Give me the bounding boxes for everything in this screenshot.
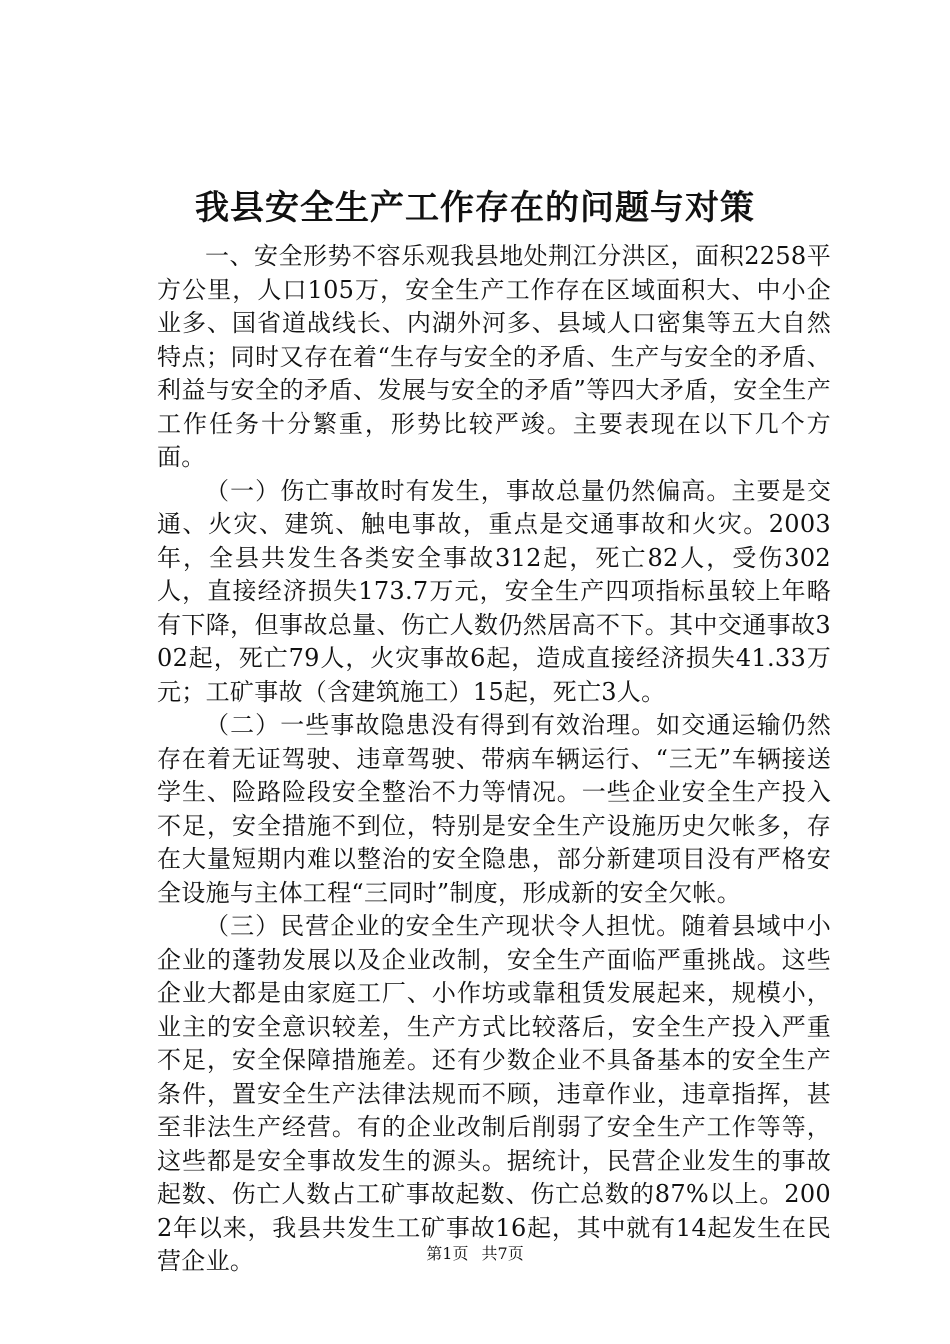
page-footer bbox=[0, 1242, 950, 1266]
document-body bbox=[157, 240, 831, 1279]
paragraph-section-2: （二）一些事故隐患没有得到有效治理。如交通运输仍然存在着无证驾驶、违章驾驶、带病车辆运行、“三无”车辆接送学生、险路险段安全整治不力等情况。一些企业安全生产投入不足，安全措施不到位，特别是安全生产设施历史欠帐多，存在大量短期内难以整治的安全隐患，部分新建项目没有严格安全设施与主体工程“三同时”制度，形成新的安全欠帐。 bbox=[157, 711, 831, 907]
paragraph-section-1: （一）伤亡事故时有发生，事故总量仍然偏高。主要是交通、火灾、建筑、触电事故，重点是交通事故和火灾。2003年，全县共发生各类安全事故312起，死亡82人，受伤302人，直接经济损失173.7万元，安全生产四项指标虽较上年略有下降，但事故总量、伤亡人数仍然居高不下。其中交通事故302起，死亡79人，火灾事故6起，造成直接经济损失41.33万元；工矿事故（含建筑施工）15起，死亡3人。 bbox=[157, 476, 831, 706]
document-title: 我县安全生产工作存在的问题与对策 bbox=[195, 188, 755, 228]
page-number: 第1页 bbox=[426, 1244, 469, 1263]
paragraph-section-3: （三）民营企业的安全生产现状令人担忧。随着县域中小企业的蓬勃发展以及企业改制，安全生产面临严重挑战。这些企业大都是由家庭工厂、小作坊或靠租赁发展起来，规模小，业主的安全意识较差，生产方式比较落后，安全生产投入严重不足，安全保障措施差。还有少数企业不具备基本的安全生产条件，置安全生产法律法规而不顾，违章作业，违章指挥，甚至非法生产经营。有的企业改制后削弱了安全生产工作等等，这些都是安全事故发生的源头。据统计，民营企业发生的事故起数、伤亡人数占工矿事故起数、伤亡总数的87%以上。2002年以来，我县共发生工矿事故16起，其中就有14起发生在民营企业。 bbox=[157, 912, 831, 1275]
paragraph-intro: 一、安全形势不容乐观我县地处荆江分洪区，面积2258平方公里，人口105万，安全生产工作存在区域面积大、中小企业多、国省道战线长、内湖外河多、县域人口密集等五大自然特点；同时又存在着“生存与安全的矛盾、生产与安全的矛盾、利益与安全的矛盾、发展与安全的矛盾”等四大矛盾，安全生产工作任务十分繁重，形势比较严竣。主要表现在以下几个方面。 bbox=[157, 242, 831, 471]
page-total: 共7页 bbox=[481, 1244, 524, 1263]
